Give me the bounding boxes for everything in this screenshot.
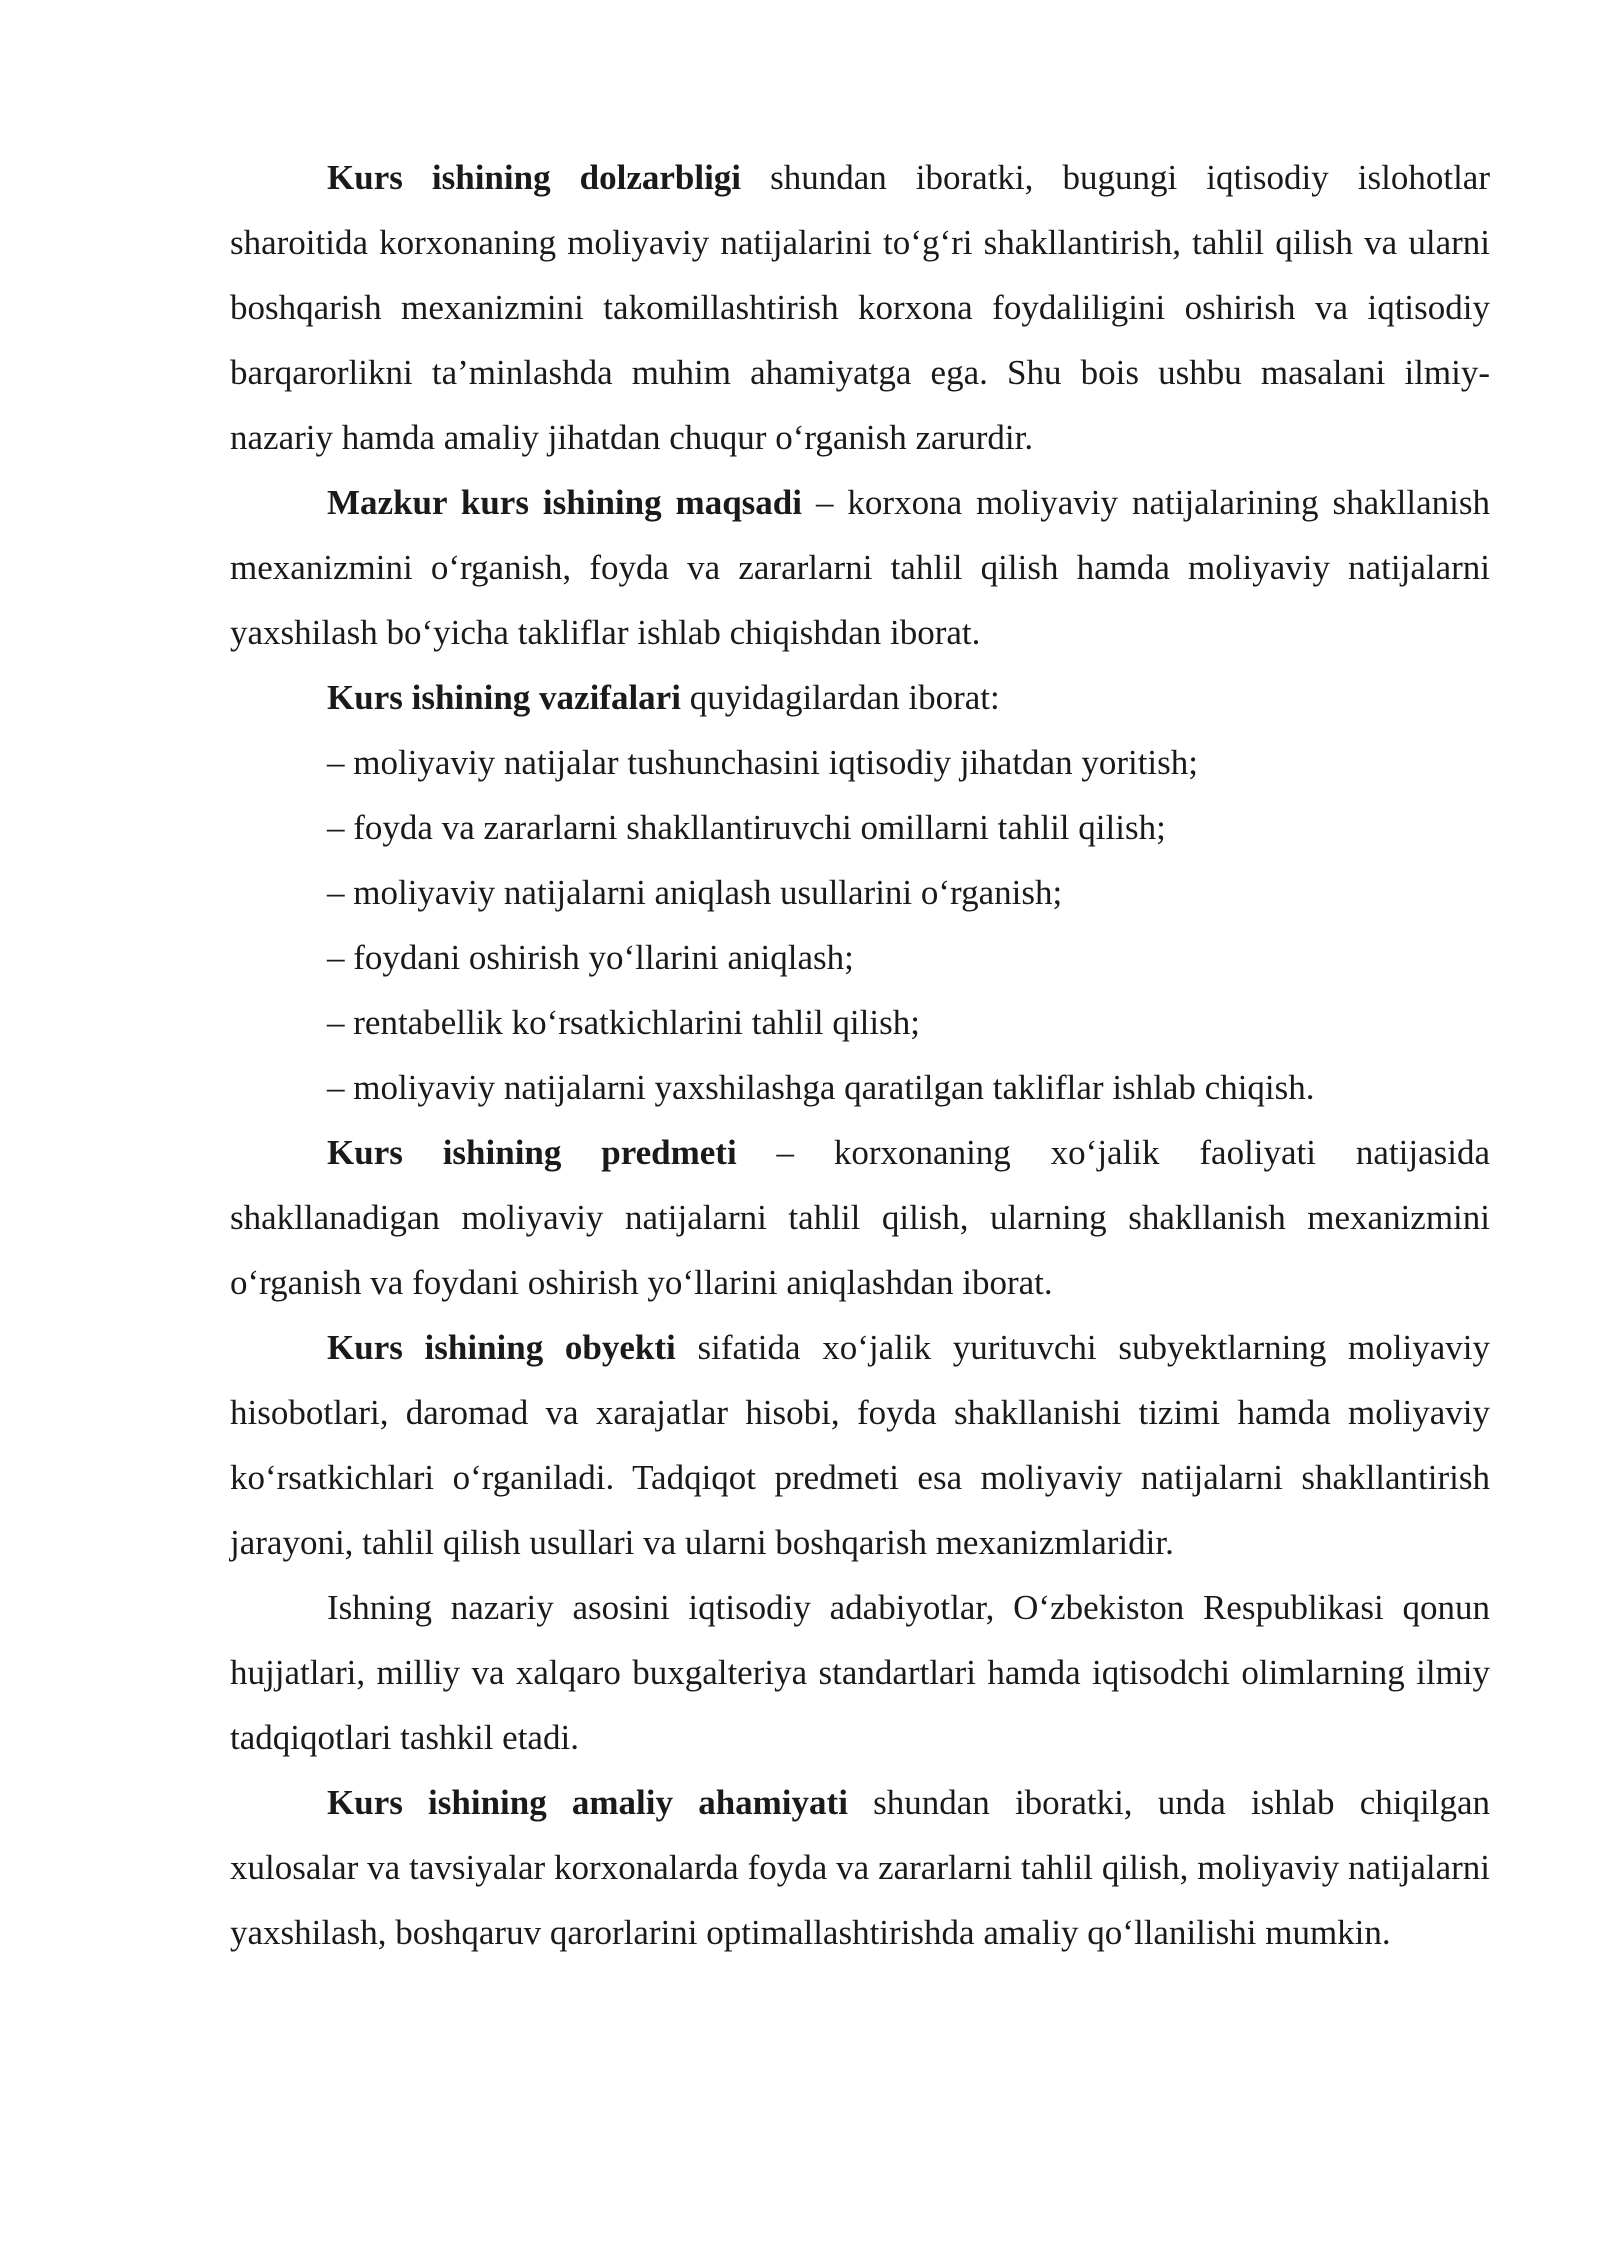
paragraph-relevance xyxy=(230,145,1490,470)
task-list-item: – moliyaviy natijalar tushunchasini iqtisodiy jihatdan yoritish; xyxy=(327,743,1199,782)
paragraph-object xyxy=(230,1315,1490,1575)
paragraph-goal xyxy=(230,470,1490,665)
paragraph-practical-heading: Kurs ishining amaliy ahamiyati xyxy=(327,1783,848,1822)
paragraph-subject-text: – korxonaning xo‘jalik faoliyati natijasida shakllanadigan moliyaviy natijalarni tahlil qilish, ularning shakllanish mexanizmini o‘rganish va foydani oshirish yo‘llarini aniqlashdan iborat. xyxy=(230,1133,1490,1302)
paragraph-tasks xyxy=(230,665,1490,730)
paragraph-subject-heading: Kurs ishining predmeti xyxy=(327,1133,737,1172)
task-list-item: – foydani oshirish yo‘llarini aniqlash; xyxy=(327,938,854,977)
paragraph-object-text: sifatida xo‘jalik yurituvchi subyektlarning moliyaviy hisobotlari, daromad va xarajatlar hisobi, foyda shakllanishi tizimi hamda moliyaviy ko‘rsatkichlari o‘rganiladi. Tadqiqot predmeti esa moliyaviy natijalarni shakllantirish jarayoni, tahlil qilish usullari va ularni boshqarish mexanizmlaridir. xyxy=(230,1328,1490,1562)
task-list-item: – moliyaviy natijalarni yaxshilashga qaratilgan takliflar ishlab chiqish. xyxy=(327,1068,1315,1107)
task-list-item: – rentabellik ko‘rsatkichlarini tahlil qilish; xyxy=(327,1003,920,1042)
document-page xyxy=(230,145,1490,1965)
task-list-item: – moliyaviy natijalarni aniqlash usullarini o‘rganish; xyxy=(327,873,1063,912)
paragraph-tasks-text: quyidagilardan iborat: xyxy=(680,678,1000,717)
paragraph-object-heading: Kurs ishining obyekti xyxy=(327,1328,676,1367)
paragraph-tasks-heading: Kurs ishining vazifalari xyxy=(327,678,681,717)
paragraph-practical xyxy=(230,1770,1490,1965)
paragraph-theory xyxy=(230,1575,1490,1770)
task-list-item: – foyda va zararlarni shakllantiruvchi omillarni tahlil qilish; xyxy=(327,808,1166,847)
paragraph-subject xyxy=(230,1120,1490,1315)
paragraph-relevance-text: shundan iboratki, bugungi iqtisodiy islohotlar sharoitida korxonaning moliyaviy natijalarini to‘g‘ri shakllantirish, tahlil qilish va ularni boshqarish mexanizmini takomillashtirish korxona foydaliligini oshirish va iqtisodiy barqarorlikni ta’minlashda muhim ahamiyatga ega. Shu bois ushbu masalani ilmiy-nazariy hamda amaliy jihatdan chuqur o‘rganish zarurdir. xyxy=(230,158,1490,457)
paragraph-goal-text: – korxona moliyaviy natijalarining shakllanish mexanizmini o‘rganish, foyda va zararlarni tahlil qilish hamda moliyaviy natijalarni yaxshilash bo‘yicha takliflar ishlab chiqishdan iborat. xyxy=(230,483,1491,652)
paragraph-theory-text: Ishning nazariy asosini iqtisodiy adabiyotlar, O‘zbekiston Respublikasi qonun hujjatlari, milliy va xalqaro buxgalteriya standartlari hamda iqtisodchi olimlarning ilmiy tadqiqotlari tashkil etadi. xyxy=(230,1588,1490,1757)
paragraph-practical-text: shundan iboratki, unda ishlab chiqilgan xulosalar va tavsiyalar korxonalarda foyda va zararlarni tahlil qilish, moliyaviy natijalarni yaxshilash, boshqaruv qarorlarini optimallashtirishda amaliy qo‘llanilishi mumkin. xyxy=(230,1783,1490,1952)
paragraph-goal-heading: Mazkur kurs ishining maqsadi xyxy=(327,483,802,522)
paragraph-relevance-heading: Kurs ishining dolzarbligi xyxy=(327,158,742,197)
